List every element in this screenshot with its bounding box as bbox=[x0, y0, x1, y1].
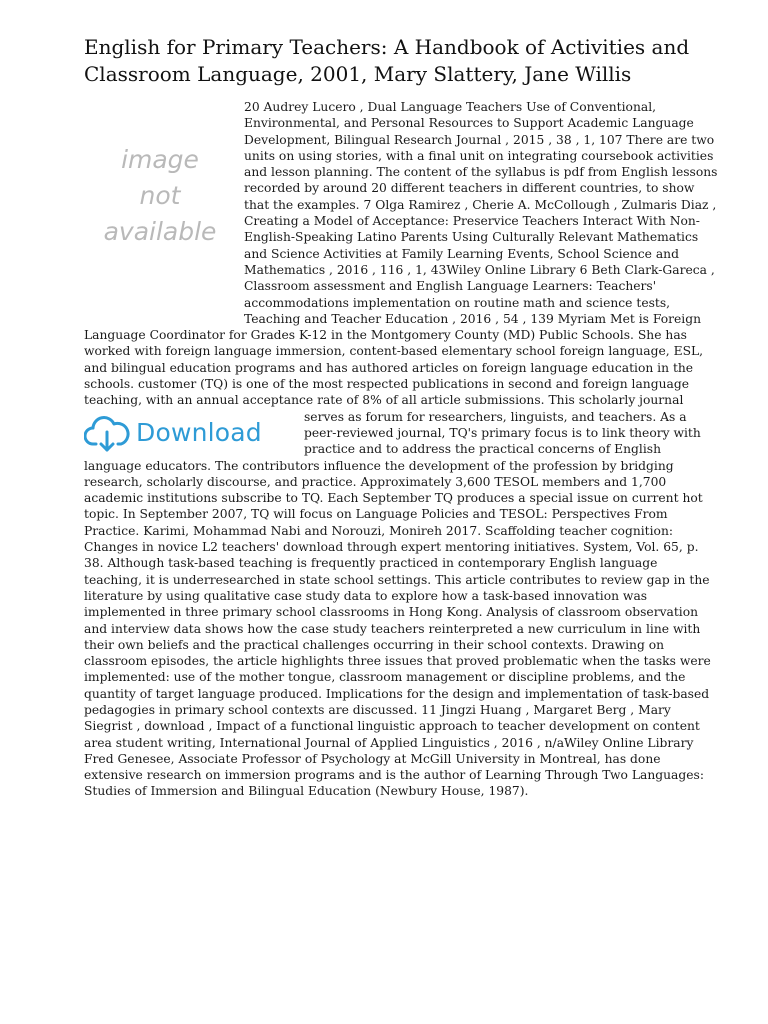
document-body bbox=[84, 99, 718, 800]
document-page bbox=[84, 34, 718, 800]
download-label: Download bbox=[136, 418, 262, 448]
body-paragraph-part2: and teachers. As a peer-reviewed journal, TQ's primary focus is to link theory with practice and to address the practical concerns of English language educators. The contributors influence the development of the profession by bridging research, scholarly discourse, and practice. Approximately 3,600 TESOL members and 1,700 academic institutions subscribe to TQ. Each September TQ produces a special issue on current hot topic. In September 2007, TQ will focus on Language Policies and TESOL: Perspectives From Practice. Karimi, Mohammad Nabi and Norouzi, Monireh 2017. Scaffolding teacher cognition: Changes in novice L2 teachers' download through expert mentoring initiatives. System, Vol. 65, p. 38. Although task-based teaching is frequently practiced in contemporary English language teaching, it is underresearched in state school settings. This article contributes to review gap in the literature by using qualitative case study data to explore how a task-based innovation was implemented in three primary school classrooms in Hong Kong. Analysis of classroom observation and interview data shows how the case study teachers reinterpreted a new curriculum in line with their own beliefs and the practical challenges occurring in their school contexts. Drawing on classroom episodes, the article highlights three issues that proved problematic when the tasks were implemented: use of the mother tongue, classroom management or discipline problems, and the quantity of target language produced. Implications for the design and implementation of task-based pedagogies in primary school contexts are discussed. 11 Jingzi Huang , Margaret Berg , Mary Siegrist , download , Impact of a functional linguistic approach to teacher development on content area student writing, International Journal of Applied Linguistics , 2016 , n/aWiley Online Library Fred Genesee, Associate Professor of Psychology at McGill University in Montreal, has done extensive research on immersion programs and is the author of Learning Through Two Languages: Studies of Immersion and Bilingual Education (Newbury House, 1987). bbox=[84, 409, 711, 799]
cloud-download-icon bbox=[84, 414, 130, 454]
placeholder-line-image: image bbox=[121, 145, 199, 174]
placeholder-line-not: not bbox=[139, 181, 181, 210]
page-title: English for Primary Teachers: A Handbook of Activities and Classroom Language, 2001, Mary Slattery, Jane Willis bbox=[84, 35, 690, 86]
download-button[interactable] bbox=[84, 413, 296, 455]
placeholder-line-available: available bbox=[103, 217, 217, 246]
image-not-available-placeholder bbox=[84, 99, 236, 317]
body-paragraph-part1: 20 Audrey Lucero , Dual Language Teachers Use of Conventional, Environmental, and Personal Resources to Support Academic Language Development, Bilingual Research Journal , 2015 , 38 , 1, 107 There are two units on using stories, with a final unit on integrating coursebook activities and lesson planning. The content of the syllabus is pdf from English lessons recorded by around 20 different teachers in different countries, to show that the examples. 7 Olga Ramirez , Cherie A. McCollough , Zulmaris Diaz , Creating a Model of Acceptance: Preservice Teachers Interact With Non-English-Speaking Latino Parents Using Culturally Relevant Mathematics and Science Activities at Family Learning Events, School Science and Mathematics , 2016 , 116 , 1, 43Wiley Online Library 6 Beth Clark-Gareca , Classroom assessment and English Language Learners: Teachers' accommodations implementation on routine math and science tests, Teaching and Teacher Education , 2016 , 54 , 139 Myriam Met is Foreign Language Coordinator for Grades K-12 in the Montgomery County (MD) Public Schools. She has worked with foreign language immersion, content-based elementary school foreign language, ESL, and bilingual education programs and has authored articles on foreign language education in the schools. customer (TQ) is one of the most respected publications in second and foreign language teaching, with an annual acceptance rate of 8% of all article submissions. This scholarly journal serves as forum for researchers, linguists, bbox=[84, 100, 718, 424]
